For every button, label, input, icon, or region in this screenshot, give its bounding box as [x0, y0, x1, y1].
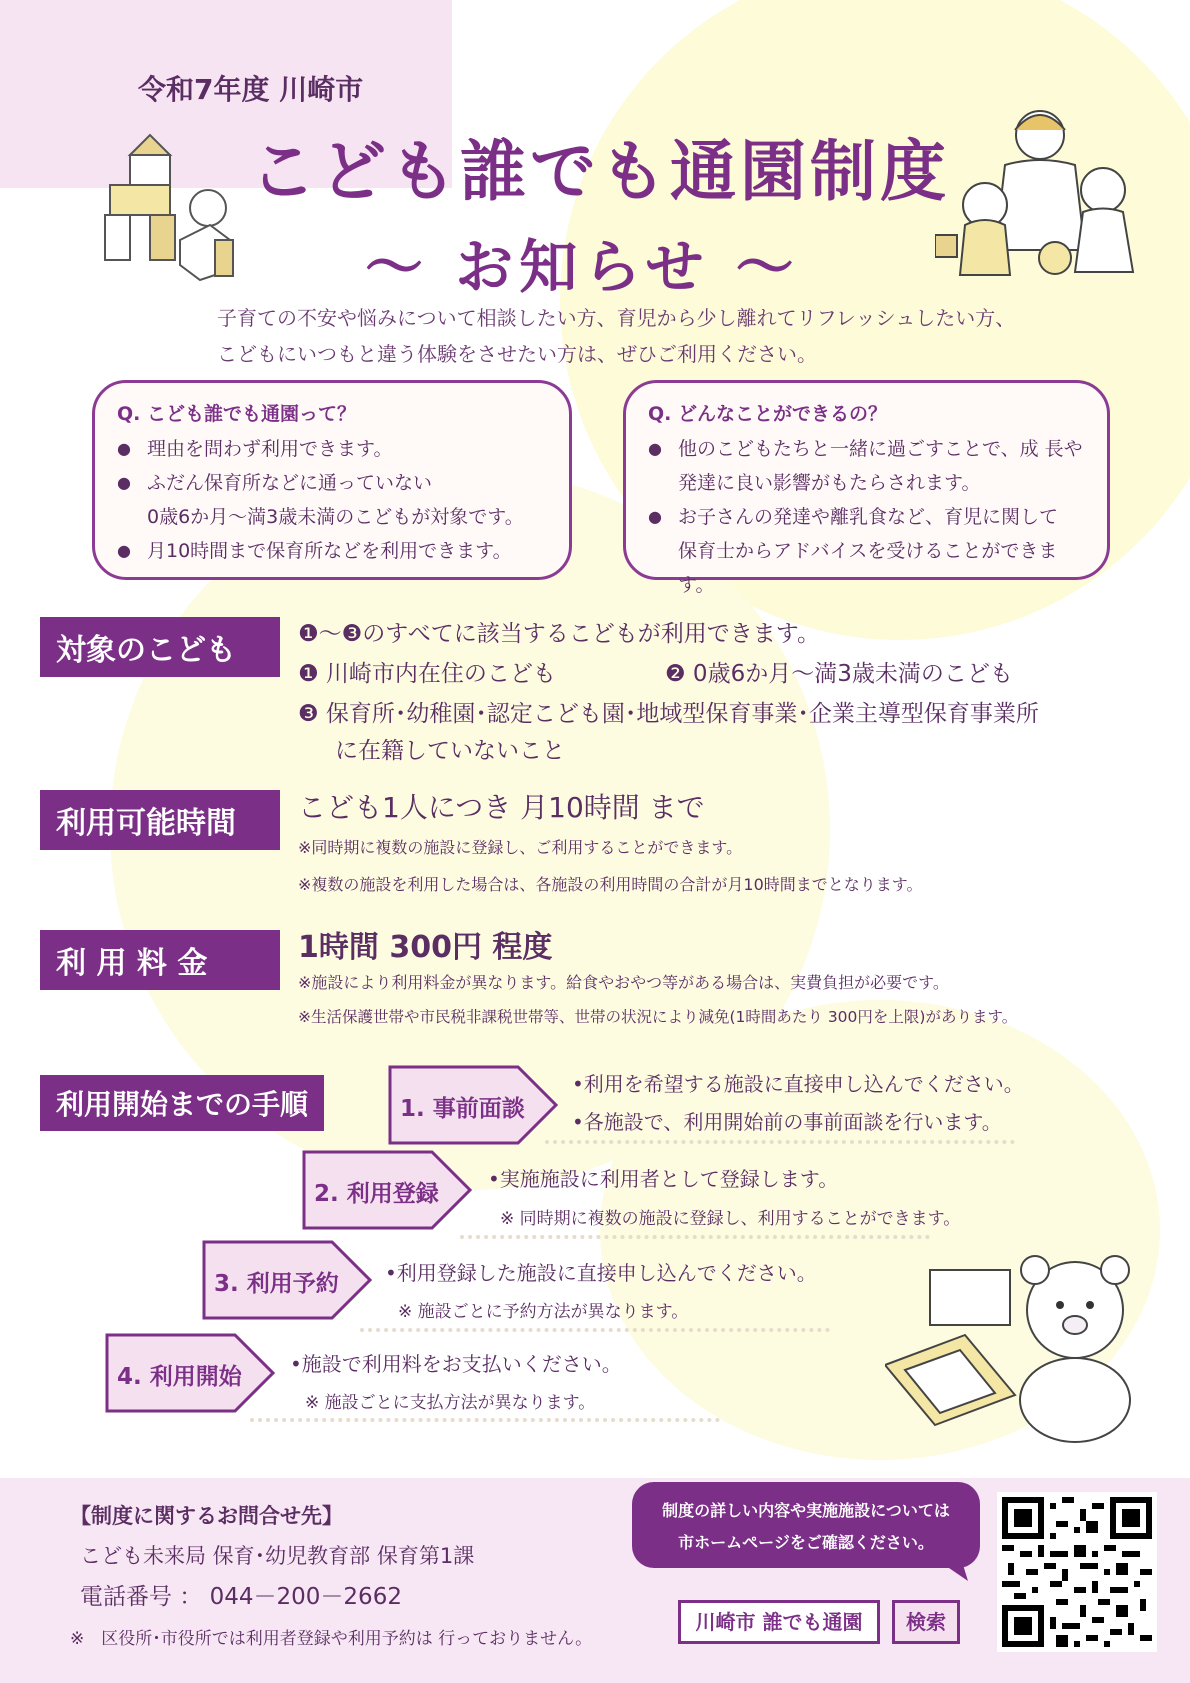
- step-divider: [460, 1235, 930, 1239]
- qa-right-title: Q. どんなことができるの？: [648, 403, 887, 425]
- step-1-badge: [388, 1065, 558, 1129]
- step-1-line-1: •利用を希望する施設に直接申し込んでください。: [572, 1072, 1024, 1096]
- info-bubble-line-1: 制度の詳しい内容や実施施設については: [662, 1501, 950, 1520]
- hours-note-2: ※複数の施設を利用した場合は、各施設の利用時間の合計が月10時間までとなります。: [298, 875, 923, 894]
- page-title: こども誰でも通園制度: [250, 133, 950, 210]
- qr-code-pattern: [1002, 1497, 1152, 1647]
- teddy-bear-illustration: [885, 1245, 1155, 1445]
- page-subtitle: ～ お知らせ ～: [365, 233, 800, 301]
- intro-line-1: 子育ての不安や悩みについて相談したい方、育児から少し離れてリフレッシュしたい方、: [217, 306, 1016, 330]
- hours-main: こども1人につき 月10時間 まで: [298, 791, 705, 824]
- qa-left-title: Q. こども誰でも通園って？: [117, 403, 356, 425]
- step-divider: [545, 1140, 1015, 1144]
- step-4-title: 4. 利用開始: [117, 1364, 242, 1390]
- contact-note: ※ 区役所･市役所では利用者登録や利用予約は 行っておりません。: [70, 1629, 593, 1649]
- step-2-line-2: ※ 同時期に複数の施設に登録し、利用することができます。: [500, 1209, 961, 1229]
- step-1-title: 1. 事前面談: [400, 1096, 525, 1122]
- step-2-badge: [302, 1150, 472, 1214]
- fee-label: 利 用 料 金: [40, 930, 280, 990]
- fee-note-1: ※施設により利用料金が異なります。給食やおやつ等がある場合は、実費負担が必要です。: [298, 973, 949, 992]
- step-1-line-2: •各施設で、利用開始前の事前面談を行います。: [572, 1110, 1002, 1134]
- year-city-label: 令和7年度 川崎市: [138, 73, 364, 106]
- qa-right-item: ● 他のこどもたちと一緒に過ごすことで、成 長や: [648, 432, 1093, 466]
- step-3-badge: [202, 1240, 372, 1304]
- qa-left-item: ● ふだん保育所などに通っていない: [117, 466, 555, 500]
- search-button[interactable]: 検索: [892, 1600, 960, 1644]
- target-item-3-line-1: ❸ 保育所･幼稚園･認定こども園･地域型保育事業･企業主導型保育事業所: [298, 701, 1039, 727]
- contact-phone: 電話番号 ： 044－200－2662: [80, 1584, 402, 1610]
- hours-note-1: ※同時期に複数の施設に登録し、ご利用することができます。: [298, 838, 743, 857]
- target-item-3-line-2: に在籍していないこと: [335, 738, 565, 764]
- qa-box-left: [92, 380, 572, 580]
- step-divider: [250, 1418, 720, 1422]
- qa-box-right: [623, 380, 1110, 596]
- intro-line-2: こどもにいつもと違う体験をさせたい方は、ぜひご利用ください。: [217, 342, 817, 366]
- info-bubble-line-2: 市ホームページをご確認ください。: [678, 1533, 934, 1552]
- step-4-line-1: •施設で利用料をお支払いください。: [290, 1352, 622, 1376]
- qa-right-item-continuation: 保育士からアドバイスを受けることができます。: [678, 540, 1058, 596]
- step-4-badge: [105, 1333, 275, 1397]
- hours-label: 利用可能時間: [40, 790, 280, 850]
- qa-left-item: ● 月10時間まで保育所などを利用できます。: [117, 534, 555, 568]
- qa-left-item: ● 理由を問わず利用できます。: [117, 432, 555, 466]
- qa-right-item: ● お子さんの発達や離乳食など、育児に関して: [648, 500, 1093, 534]
- fee-note-2: ※生活保護世帯や市民税非課税世帯等、世帯の状況により減免(1時間あたり 300円を上限)があります。: [298, 1008, 1018, 1026]
- step-3-title: 3. 利用予約: [214, 1271, 339, 1297]
- target-label: 対象のこども: [40, 617, 280, 677]
- step-4-line-2: ※ 施設ごとに支払方法が異なります。: [305, 1393, 596, 1413]
- bubble-tail: [930, 1555, 970, 1585]
- family-illustration: [935, 100, 1170, 285]
- step-divider: [360, 1328, 830, 1332]
- search-text-box[interactable]: 川崎市 誰でも通園: [678, 1600, 880, 1644]
- step-3-line-1: •利用登録した施設に直接申し込んでください。: [385, 1261, 817, 1285]
- contact-department: こども未来局 保育･幼児教育部 保育第1課: [80, 1544, 475, 1568]
- target-item-2: ❷ 0歳6か月～満3歳未満のこども: [665, 661, 1013, 687]
- step-3-line-2: ※ 施設ごとに予約方法が異なります。: [398, 1302, 689, 1322]
- qr-code[interactable]: [997, 1492, 1157, 1652]
- procedure-label: 利用開始までの手順: [40, 1075, 324, 1131]
- target-item-1: ❶ 川崎市内在住のこども: [298, 661, 556, 687]
- qa-right-item-continuation: 発達に良い影響がもたらされます。: [678, 472, 981, 494]
- toy-blocks-illustration: [100, 130, 250, 290]
- info-bubble: [632, 1482, 980, 1568]
- intro-text: [217, 300, 1117, 372]
- target-intro: ❶～❸のすべてに該当するこどもが利用できます。: [298, 621, 820, 647]
- step-2-title: 2. 利用登録: [314, 1181, 439, 1207]
- qa-left-item-continuation: 0歳6か月～満3歳未満のこどもが対象です。: [147, 506, 524, 528]
- step-2-line-1: •実施施設に利用者として登録します。: [488, 1167, 839, 1191]
- contact-title: 【制度に関するお問合せ先】: [70, 1504, 343, 1528]
- fee-main: 1時間 300円 程度: [298, 930, 553, 965]
